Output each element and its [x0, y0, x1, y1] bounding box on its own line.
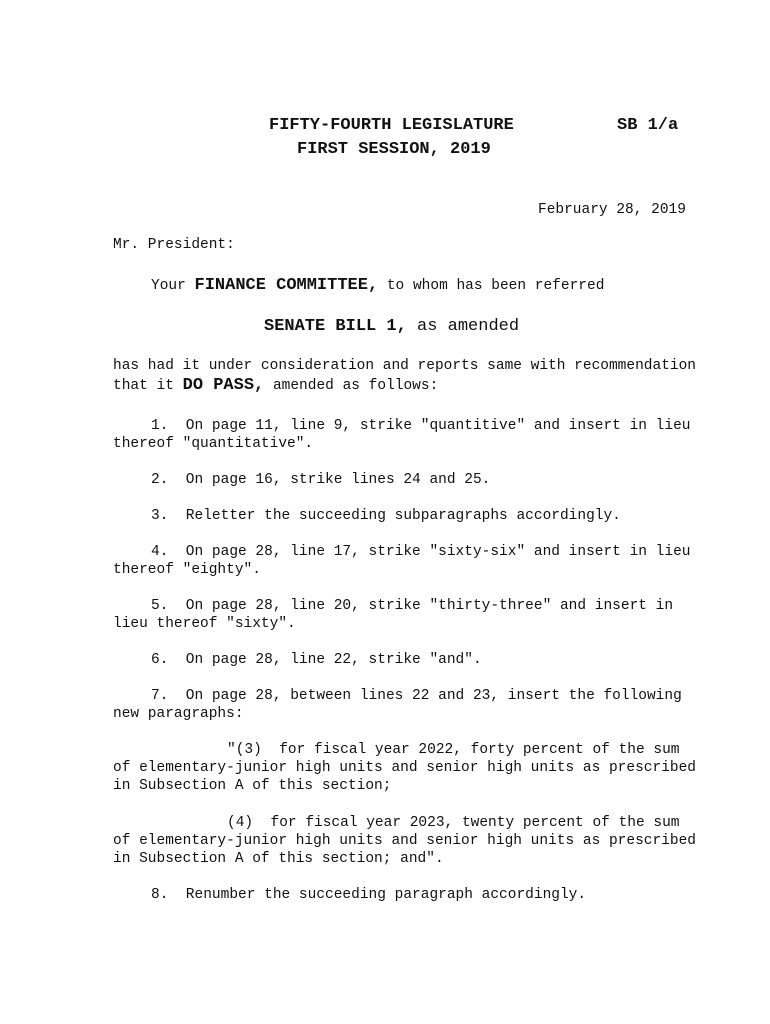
amendment-6: 6. On page 28, line 22, strike "and". — [151, 652, 482, 668]
inserted-paragraph-4-line-1: (4) for fiscal year 2023, twenty percent of the sum — [227, 815, 680, 831]
report-prefix: that it — [113, 378, 183, 394]
salutation: Mr. President: — [113, 237, 235, 253]
inserted-paragraph-3-line-1: "(3) for fiscal year 2022, forty percent of the sum — [227, 742, 680, 758]
bill-name: SENATE BILL 1, — [264, 317, 407, 336]
amendment-3: 3. Reletter the succeeding subparagraphs accordingly. — [151, 508, 621, 524]
inserted-paragraph-4-line-3: in Subsection A of this section; and". — [113, 851, 444, 867]
report-suffix: amended as follows: — [264, 378, 439, 394]
committee-suffix: to whom has been referred — [378, 278, 605, 294]
amendment-4-line-1: 4. On page 28, line 17, strike "sixty-six" and insert in lieu — [151, 544, 691, 560]
amendment-7-line-2: new paragraphs: — [113, 706, 244, 722]
amendment-5-line-1: 5. On page 28, line 20, strike "thirty-three" and insert in — [151, 598, 674, 614]
committee-line — [151, 276, 604, 295]
inserted-paragraph-4-line-2: of elementary-junior high units and senior high units as prescribed — [113, 833, 696, 849]
amendment-2: 2. On page 16, strike lines 24 and 25. — [151, 472, 491, 488]
legislature-title: FIFTY-FOURTH LEGISLATURE — [269, 116, 514, 135]
session-title: FIRST SESSION, 2019 — [297, 140, 491, 159]
bill-id: SB 1/a — [617, 116, 679, 135]
amendment-1-line-1: 1. On page 11, line 9, strike "quantitive" and insert in lieu — [151, 418, 691, 434]
amendment-1-line-2: thereof "quantitative". — [113, 436, 314, 452]
report-line-1: has had it under consideration and reports same with recommendation — [113, 358, 696, 374]
amendment-5-line-2: lieu thereof "sixty". — [113, 616, 296, 632]
inserted-paragraph-3-line-3: in Subsection A of this section; — [113, 778, 392, 794]
bill-line — [264, 317, 519, 336]
inserted-paragraph-3-line-2: of elementary-junior high units and senior high units as prescribed — [113, 760, 696, 776]
report-date: February 28, 2019 — [538, 202, 686, 218]
committee-name: FINANCE COMMITTEE, — [194, 276, 379, 295]
amendment-4-line-2: thereof "eighty". — [113, 562, 261, 578]
report-line-2 — [113, 377, 438, 395]
amendment-7-line-1: 7. On page 28, between lines 22 and 23, insert the following — [151, 688, 682, 704]
committee-prefix: Your — [151, 278, 195, 294]
recommendation: DO PASS, — [182, 376, 265, 395]
amendment-8: 8. Renumber the succeeding paragraph accordingly. — [151, 887, 587, 903]
bill-suffix: as amended — [406, 317, 520, 336]
